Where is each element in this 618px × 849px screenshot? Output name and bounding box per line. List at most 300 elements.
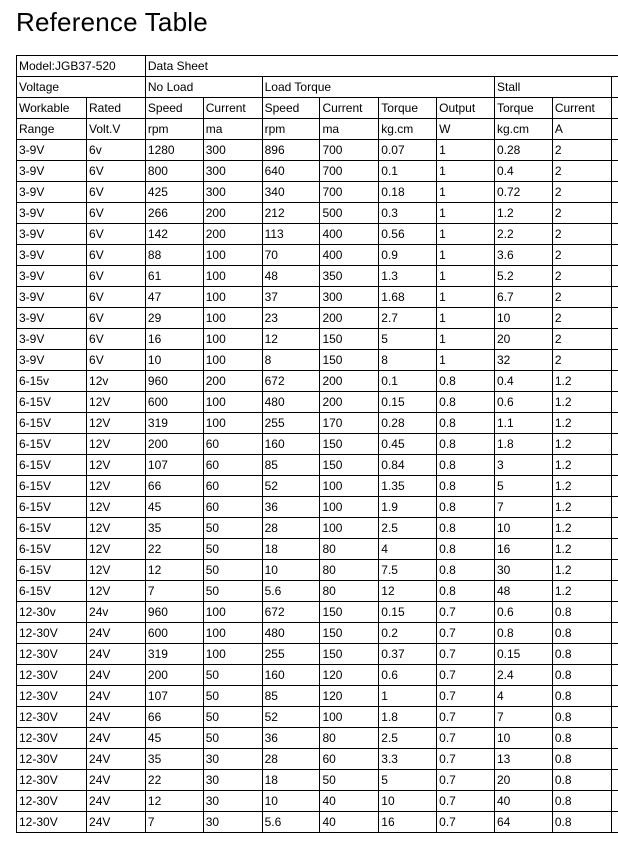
table-cell: 2 [552,245,611,266]
table-cell: 1 [437,224,495,245]
table-edge-cell [611,266,618,287]
table-cell: 50 [203,581,262,602]
table-cell: 12-30V [17,665,87,686]
table-cell: 85 [262,686,320,707]
table-cell: 50 [203,539,262,560]
table-cell: 800 [145,161,203,182]
table-cell: 16 [379,812,437,833]
table-cell: 0.4 [494,371,552,392]
table-cell: 100 [203,392,262,413]
table-cell: 35 [145,518,203,539]
table-cell: 319 [145,413,203,434]
table-edge-cell [611,623,618,644]
table-cell: 170 [320,413,379,434]
table-cell: 6-15V [17,392,87,413]
table-cell: 600 [145,392,203,413]
table-cell: 5 [379,770,437,791]
table-cell: 150 [320,350,379,371]
table-cell: 22 [145,770,203,791]
table-cell: 3-9V [17,266,87,287]
table-cell: 6-15V [17,560,87,581]
table-cell: 6-15V [17,518,87,539]
table-cell: 2 [552,224,611,245]
table-cell: 0.9 [379,245,437,266]
table-cell: 100 [203,245,262,266]
table-row [17,518,618,539]
table-cell: 107 [145,686,203,707]
table-cell: 30 [203,749,262,770]
table-cell: 150 [320,329,379,350]
table-cell: 2 [552,140,611,161]
table-row [17,224,618,245]
table-cell: 12 [379,581,437,602]
table-cell: 0.8 [552,623,611,644]
table-cell: 1 [437,245,495,266]
table-row [17,455,618,476]
table-edge-cell [611,749,618,770]
table-cell: 200 [320,392,379,413]
reference-table [16,55,618,833]
table-cell: 28 [262,518,320,539]
table-cell: 80 [320,560,379,581]
table-cell: 1.1 [494,413,552,434]
table-cell: 100 [320,476,379,497]
table-edge-cell [611,539,618,560]
table-cell: 0.8 [552,686,611,707]
table-cell: 1.2 [552,413,611,434]
column-header: Workable [17,98,87,119]
table-cell: 1.2 [552,497,611,518]
table-edge-cell [611,77,618,98]
table-cell: 255 [262,644,320,665]
table-cell: 1.2 [552,581,611,602]
table-cell: 3-9V [17,308,87,329]
table-cell: 6-15v [17,371,87,392]
table-cell: 200 [145,665,203,686]
table-cell: 0.7 [437,770,495,791]
table-cell: 6V [87,329,146,350]
table-cell: 0.8 [437,539,495,560]
table-edge-cell [611,140,618,161]
no-load-group-header: No Load [145,77,262,98]
table-cell: 0.7 [437,707,495,728]
table-cell: 150 [320,623,379,644]
table-cell: 6-15V [17,581,87,602]
table-cell: 30 [494,560,552,581]
stall-group-header: Stall [494,77,611,98]
column-header: Rated [87,98,146,119]
table-row [17,392,618,413]
table-cell: 24V [87,812,146,833]
table-cell: 255 [262,413,320,434]
table-cell: 212 [262,203,320,224]
table-edge-cell [611,308,618,329]
table-cell: 40 [320,791,379,812]
table-cell: 3-9V [17,329,87,350]
table-edge-cell [611,770,618,791]
table-edge-cell [611,455,618,476]
table-cell: 6-15V [17,434,87,455]
table-cell: 0.7 [437,812,495,833]
table-cell: 350 [320,266,379,287]
reference-table-container [16,55,618,833]
table-cell: 35 [145,749,203,770]
table-cell: 1 [437,266,495,287]
table-cell: 0.1 [379,161,437,182]
table-edge-cell [611,287,618,308]
table-cell: 300 [203,182,262,203]
table-row [17,644,618,665]
table-cell: 50 [203,560,262,581]
table-edge-cell [611,497,618,518]
table-cell: 20 [494,329,552,350]
table-cell: 6V [87,245,146,266]
table-cell: 0.8 [437,413,495,434]
table-cell: 6V [87,161,146,182]
table-cell: 0.28 [379,413,437,434]
table-cell: 150 [320,602,379,623]
table-cell: 30 [203,770,262,791]
table-cell: 3-9V [17,287,87,308]
table-cell: 0.28 [494,140,552,161]
table-edge-cell [611,602,618,623]
table-cell: 60 [203,455,262,476]
table-edge-cell [611,161,618,182]
table-cell: 12-30V [17,707,87,728]
table-cell: 36 [262,728,320,749]
table-cell: 0.7 [437,665,495,686]
table-cell: 10 [379,791,437,812]
table-cell: 6v [87,140,146,161]
table-cell: 6V [87,182,146,203]
table-cell: 300 [203,161,262,182]
table-cell: 200 [203,203,262,224]
table-cell: 1 [437,308,495,329]
table-edge-cell [611,560,618,581]
table-cell: 64 [494,812,552,833]
table-row [17,728,618,749]
table-cell: 0.3 [379,203,437,224]
table-cell: 12V [87,392,146,413]
table-row [17,308,618,329]
table-cell: 24V [87,665,146,686]
table-cell: 40 [494,791,552,812]
table-cell: 142 [145,224,203,245]
table-cell: 50 [203,518,262,539]
table-edge-cell [611,392,618,413]
table-cell: 1 [437,329,495,350]
table-cell: 300 [203,140,262,161]
table-cell: 66 [145,476,203,497]
table-cell: 700 [320,140,379,161]
table-cell: 150 [320,455,379,476]
table-cell: 4 [379,539,437,560]
table-cell: 1.2 [552,455,611,476]
table-cell: 12 [145,560,203,581]
table-cell: 0.8 [437,392,495,413]
table-cell: 1.8 [494,434,552,455]
table-cell: 2 [552,350,611,371]
table-cell: 5.6 [262,581,320,602]
table-cell: 0.1 [379,371,437,392]
model-cell: Model:JGB37-520 [17,56,146,77]
table-header-row-model [17,56,618,77]
table-cell: 0.7 [437,644,495,665]
table-cell: 60 [203,434,262,455]
table-cell: 0.7 [437,686,495,707]
table-cell: 0.8 [437,455,495,476]
table-edge-cell [611,413,618,434]
table-cell: 8 [379,350,437,371]
table-cell: 32 [494,350,552,371]
table-cell: 500 [320,203,379,224]
table-cell: 200 [320,308,379,329]
table-cell: 0.2 [379,623,437,644]
table-cell: 0.8 [437,371,495,392]
table-cell: 200 [203,224,262,245]
table-cell: 0.18 [379,182,437,203]
table-row [17,791,618,812]
column-header: Speed [145,98,203,119]
table-cell: 2.2 [494,224,552,245]
unit-header: kg.cm [494,119,552,140]
table-row [17,203,618,224]
table-cell: 12-30V [17,812,87,833]
table-cell: 600 [145,623,203,644]
table-cell: 60 [203,497,262,518]
table-cell: 60 [203,476,262,497]
table-edge-cell [611,707,618,728]
table-cell: 1.35 [379,476,437,497]
unit-header: Range [17,119,87,140]
table-edge-cell [611,518,618,539]
table-cell: 0.8 [437,476,495,497]
table-cell: 1 [437,182,495,203]
table-edge-cell [611,98,618,119]
table-cell: 120 [320,665,379,686]
table-cell: 28 [262,749,320,770]
table-cell: 23 [262,308,320,329]
table-row [17,749,618,770]
table-cell: 1 [437,203,495,224]
table-cell: 29 [145,308,203,329]
table-cell: 1280 [145,140,203,161]
table-cell: 0.07 [379,140,437,161]
table-cell: 0.8 [552,665,611,686]
table-cell: 100 [203,266,262,287]
table-cell: 30 [203,791,262,812]
table-cell: 45 [145,497,203,518]
table-cell: 0.6 [494,392,552,413]
table-cell: 24V [87,623,146,644]
table-cell: 40 [320,812,379,833]
table-cell: 2.5 [379,518,437,539]
column-header: Current [203,98,262,119]
table-cell: 7 [145,812,203,833]
table-cell: 6V [87,287,146,308]
table-cell: 16 [494,539,552,560]
table-cell: 0.45 [379,434,437,455]
column-header: Torque [494,98,552,119]
table-cell: 0.37 [379,644,437,665]
table-row [17,161,618,182]
table-cell: 12 [262,329,320,350]
table-edge-cell [611,119,618,140]
table-cell: 0.8 [552,707,611,728]
table-cell: 80 [320,728,379,749]
table-cell: 52 [262,476,320,497]
table-cell: 2 [552,182,611,203]
table-cell: 10 [262,560,320,581]
table-edge-cell [611,434,618,455]
table-cell: 1.8 [379,707,437,728]
table-cell: 80 [320,539,379,560]
table-edge-cell [611,245,618,266]
table-cell: 1 [437,140,495,161]
table-edge-cell [611,371,618,392]
table-cell: 0.7 [437,749,495,770]
table-cell: 319 [145,644,203,665]
table-cell: 2.4 [494,665,552,686]
table-cell: 5 [494,476,552,497]
table-cell: 7 [494,497,552,518]
table-cell: 50 [203,728,262,749]
table-cell: 3-9V [17,224,87,245]
table-cell: 100 [203,329,262,350]
table-cell: 113 [262,224,320,245]
table-cell: 0.8 [552,644,611,665]
table-cell: 100 [203,623,262,644]
table-cell: 10 [262,791,320,812]
load-torque-group-header: Load Torque [262,77,494,98]
table-row [17,560,618,581]
table-row [17,623,618,644]
table-cell: 960 [145,602,203,623]
table-cell: 60 [320,749,379,770]
table-cell: 50 [203,665,262,686]
unit-header: ma [320,119,379,140]
table-cell: 12-30v [17,602,87,623]
table-cell: 20 [494,770,552,791]
table-cell: 672 [262,602,320,623]
table-cell: 3-9V [17,203,87,224]
table-cell: 1.2 [552,518,611,539]
table-cell: 1.2 [552,539,611,560]
table-cell: 160 [262,434,320,455]
table-cell: 12V [87,476,146,497]
table-cell: 6-15V [17,413,87,434]
table-cell: 2 [552,308,611,329]
table-cell: 100 [203,413,262,434]
unit-header: rpm [262,119,320,140]
column-header: Output [437,98,495,119]
table-cell: 3 [494,455,552,476]
table-cell: 672 [262,371,320,392]
unit-header: rpm [145,119,203,140]
table-cell: 12V [87,581,146,602]
table-cell: 12-30V [17,749,87,770]
table-cell: 24v [87,602,146,623]
table-row [17,245,618,266]
table-cell: 18 [262,539,320,560]
table-cell: 12 [145,791,203,812]
table-cell: 47 [145,287,203,308]
table-cell: 200 [320,371,379,392]
table-cell: 18 [262,770,320,791]
table-cell: 1.3 [379,266,437,287]
table-cell: 24V [87,749,146,770]
table-cell: 12-30V [17,791,87,812]
table-header-row-units [17,119,618,140]
table-cell: 0.4 [494,161,552,182]
table-cell: 12V [87,413,146,434]
table-row [17,812,618,833]
table-edge-cell [611,686,618,707]
table-edge-cell [611,476,618,497]
table-cell: 50 [320,770,379,791]
table-cell: 12V [87,560,146,581]
table-cell: 5.6 [262,812,320,833]
table-cell: 200 [203,371,262,392]
table-cell: 6-15V [17,476,87,497]
page-title: Reference Table [16,7,208,37]
table-edge-cell [611,728,618,749]
table-cell: 88 [145,245,203,266]
table-edge-cell [611,182,618,203]
table-cell: 1.2 [494,203,552,224]
table-cell: 6-15V [17,539,87,560]
table-cell: 0.8 [552,602,611,623]
table-cell: 24V [87,728,146,749]
table-cell: 2 [552,203,611,224]
table-cell: 12-30V [17,644,87,665]
table-cell: 12V [87,518,146,539]
column-header: Current [320,98,379,119]
table-cell: 2.5 [379,728,437,749]
table-cell: 12-30V [17,728,87,749]
table-cell: 6V [87,203,146,224]
table-cell: 425 [145,182,203,203]
unit-header: kg.cm [379,119,437,140]
table-cell: 100 [320,518,379,539]
table-cell: 3.3 [379,749,437,770]
table-edge-cell [611,812,618,833]
table-cell: 0.8 [552,770,611,791]
table-cell: 0.15 [379,392,437,413]
table-cell: 50 [203,707,262,728]
table-cell: 1.68 [379,287,437,308]
table-cell: 0.84 [379,455,437,476]
table-cell: 100 [203,350,262,371]
table-cell: 6V [87,224,146,245]
table-cell: 6V [87,350,146,371]
table-row [17,413,618,434]
table-edge-cell [611,791,618,812]
table-cell: 2 [552,266,611,287]
table-cell: 896 [262,140,320,161]
table-cell: 3-9V [17,350,87,371]
table-cell: 300 [320,287,379,308]
table-cell: 0.7 [437,623,495,644]
table-cell: 12V [87,539,146,560]
table-edge-cell [611,203,618,224]
table-cell: 0.6 [494,602,552,623]
table-cell: 100 [203,287,262,308]
table-row [17,140,618,161]
column-header: Torque [379,98,437,119]
table-cell: 107 [145,455,203,476]
table-cell: 7.5 [379,560,437,581]
